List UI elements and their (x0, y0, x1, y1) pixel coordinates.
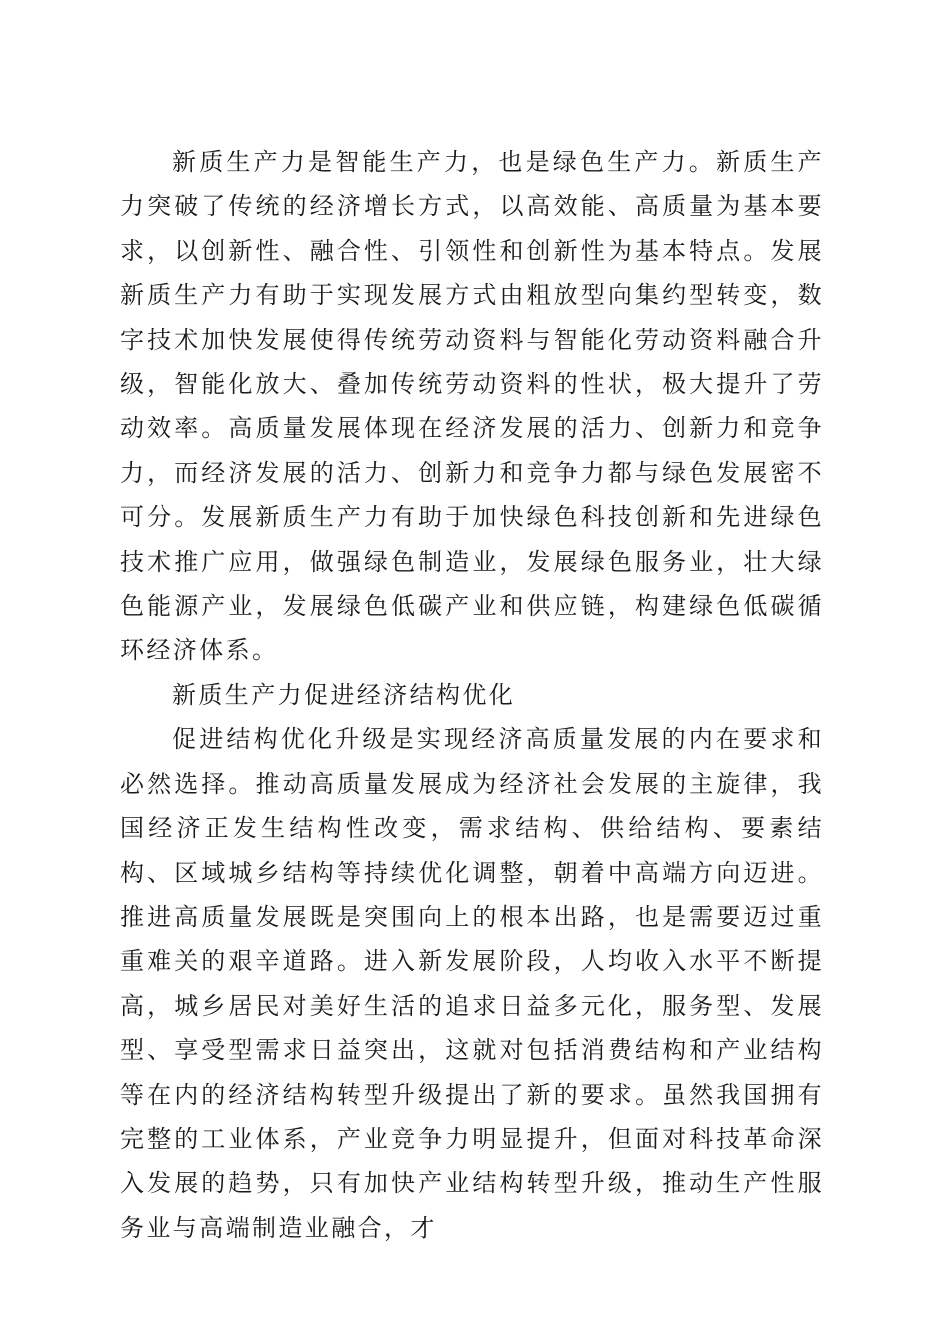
paragraph-green-productivity: 新质生产力是智能生产力，也是绿色生产力。新质生产力突破了传统的经济增长方式，以高效能、高质量为基本要求，以创新性、融合性、引领性和创新性为基本特点。发展新质生产力有助于实现发展方式由粗放型向集约型转变，数字技术加快发展使得传统劳动资料与智能化劳动资料融合升级，智能化放大、叠加传统劳动资料的性状，极大提升了劳动效率。高质量发展体现在经济发展的活力、创新力和竞争力，而经济发展的活力、创新力和竞争力都与绿色发展密不可分。发展新质生产力有助于加快绿色科技创新和先进绿色技术推广应用，做强绿色制造业，发展绿色服务业，壮大绿色能源产业，发展绿色低碳产业和供应链，构建绿色低碳循环经济体系。 (120, 148, 824, 665)
document-body (120, 140, 824, 1250)
section-heading: 新质生产力促进经济结构优化 (172, 680, 516, 709)
paragraph-structure-optimization: 促进结构优化升级是实现经济高质量发展的内在要求和必然选择。推动高质量发展成为经济社会发展的主旋律，我国经济正发生结构性改变，需求结构、供给结构、要素结构、区域城乡结构等持续优化调整，朝着中高端方向迈进。推进高质量发展既是突围向上的根本出路，也是需要迈过重重难关的艰辛道路。进入新发展阶段，人均收入水平不断提高，城乡居民对美好生活的追求日益多元化，服务型、发展型、享受型需求日益突出，这就对包括消费结构和产业结构等在内的经济结构转型升级提出了新的要求。虽然我国拥有完整的工业体系，产业竞争力明显提升，但面对科技革命深入发展的趋势，只有加快产业结构转型升级，推动生产性服务业与高端制造业融合，才 (120, 725, 824, 1242)
